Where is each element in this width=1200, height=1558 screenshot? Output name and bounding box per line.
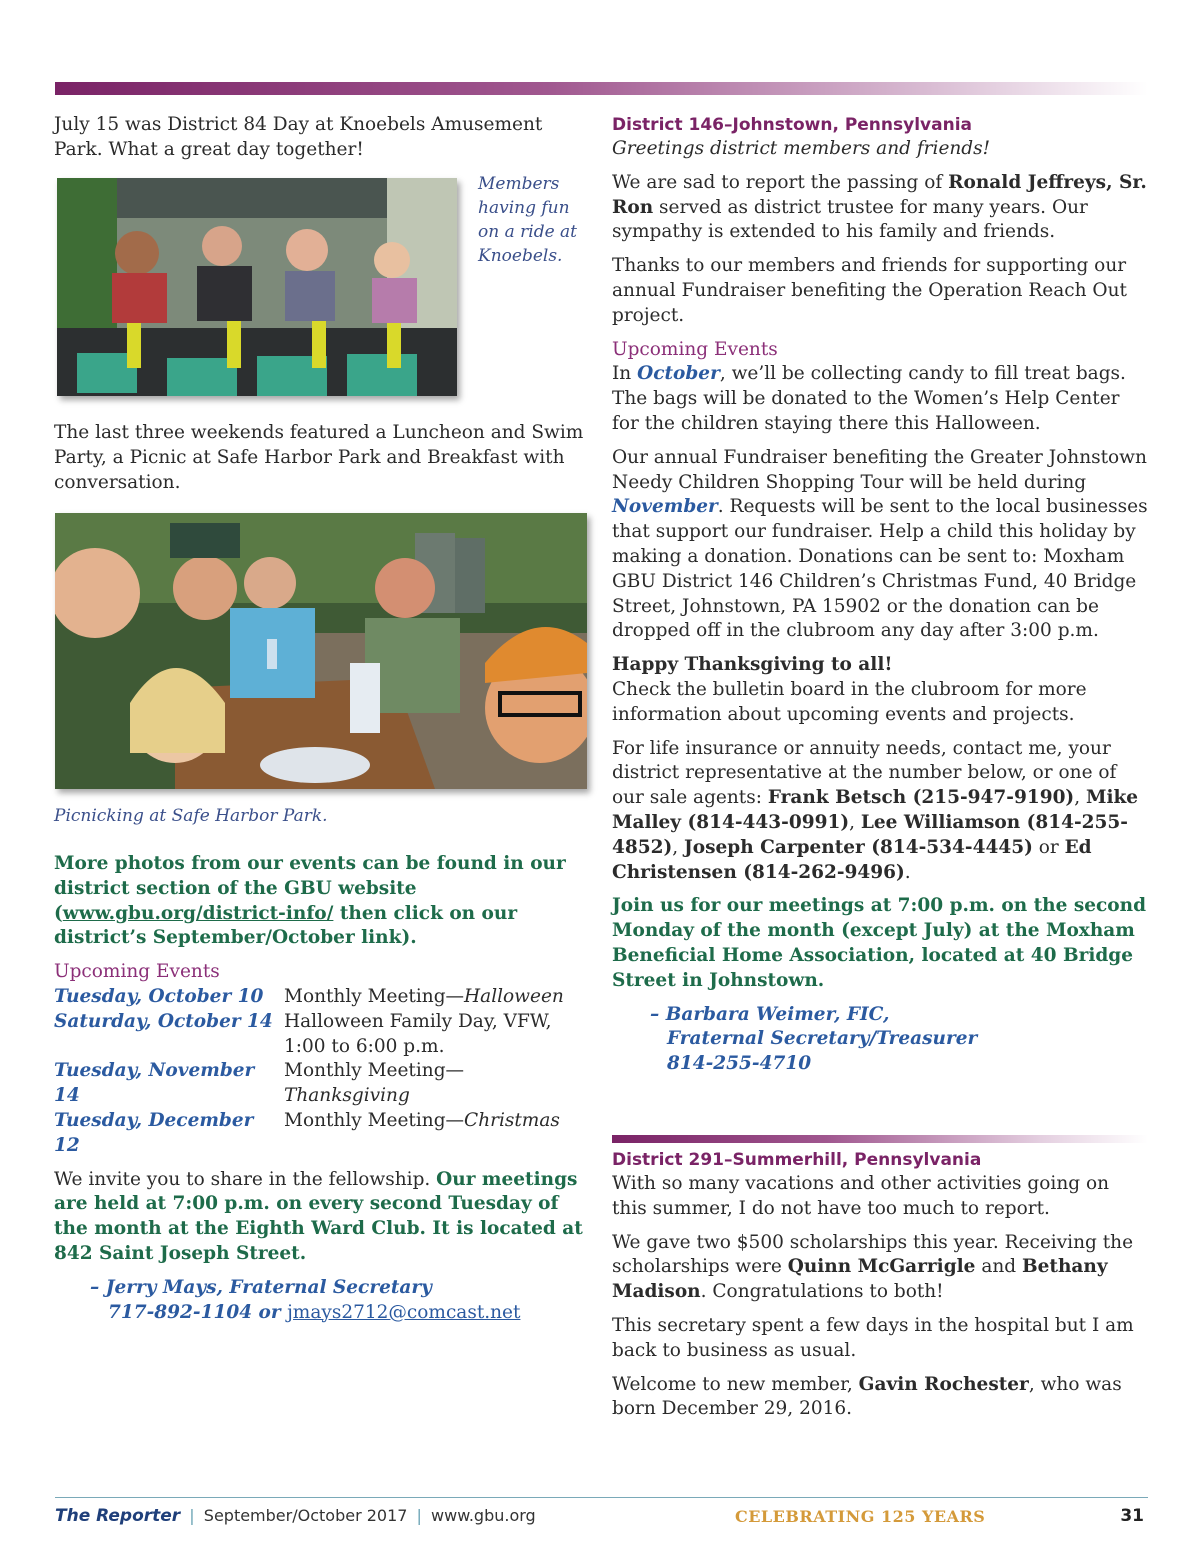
picnic-photo bbox=[55, 513, 587, 789]
signature-contact: 717-892-1104 or jmays2712@comcast.net bbox=[108, 1301, 521, 1323]
district-146-heading: District 146–Johnstown, Pennsylvania bbox=[612, 115, 972, 135]
d291-paragraph-2: We gave two $500 scholarships this year. Receiving the scholarships were Quinn McGarrigle and Bethany Madison. Congratulations to both! bbox=[612, 1231, 1134, 1303]
left-signature bbox=[54, 1276, 584, 1326]
d146-signature-phone: 814-255-4710 bbox=[667, 1053, 812, 1075]
footer-divider bbox=[55, 1497, 1148, 1498]
d146-signature-name: – Barbara Weimer, FIC, bbox=[650, 1003, 890, 1025]
event-desc: Monthly Meeting—Halloween bbox=[284, 985, 564, 1007]
event-date: Saturday, October 14 bbox=[54, 1010, 273, 1032]
event-desc: Halloween Family Day, VFW, 1:00 to 6:00 p.m. bbox=[284, 1010, 552, 1057]
footer-issue: September/October 2017 bbox=[203, 1506, 408, 1525]
weekends-paragraph: The last three weekends featured a Luncheon and Swim Party, a Picnic at Safe Harbor Park and Breakfast with conversation. bbox=[54, 422, 584, 493]
left-column bbox=[54, 113, 584, 172]
events-table bbox=[54, 985, 584, 1159]
d146-paragraph-5: Happy Thanksgiving to all! Check the bulletin board in the clubroom for more information about upcoming events and projects. bbox=[612, 654, 1087, 725]
email-link[interactable]: jmays2712@comcast.net bbox=[287, 1301, 521, 1323]
d291-paragraph-3: This secretary spent a few days in the hospital but I am back to business as usual. bbox=[612, 1314, 1134, 1361]
more-photos-text-2: then click on our district’s September/October link). bbox=[54, 902, 518, 949]
event-date: Tuesday, November 14 bbox=[54, 1060, 255, 1107]
page-footer bbox=[55, 1506, 1148, 1532]
d146-signature bbox=[612, 1003, 1148, 1077]
footer-celebrating: CELEBRATING 125 YEARS bbox=[735, 1507, 986, 1526]
footer-separator: | bbox=[416, 1506, 422, 1525]
d146-signature-title: Fraternal Secretary/Treasurer bbox=[667, 1028, 978, 1050]
d291-paragraph-1: With so many vacations and other activities going on this summer, I do not have too much to report. bbox=[612, 1173, 1110, 1219]
page-number: 31 bbox=[1120, 1506, 1144, 1526]
district-291-heading: District 291–Summerhill, Pennsylvania bbox=[612, 1150, 982, 1170]
d146-paragraph-4: Our annual Fundraiser benefiting the Greater Johnstown Needy Children Shopping Tour will be held during November. Requests will be sent to the local businesses that support our fundraiser. Help a child this holiday by making a donation. Donations can be sent to: Moxham GBU District 146 Children’s Christmas Fund, 40 Bridge Street, Johnstown, PA 15902 or the donation can be dropped off in the clubroom any day after 3:00 p.m. bbox=[612, 446, 1148, 642]
d146-paragraph-3: In October, we’ll be collecting candy to fill treat bags. The bags will be donated to the Women’s Help Center for the children staying there this Halloween. bbox=[612, 363, 1126, 434]
event-date: Tuesday, October 10 bbox=[54, 985, 264, 1007]
signature-name: – Jerry Mays, Fraternal Secretary bbox=[90, 1276, 432, 1298]
photo2-caption: Picnicking at Safe Harbor Park. bbox=[54, 806, 328, 826]
more-photos-text-1: More photos from our events can be found in our district section of the GBU website ( bbox=[54, 853, 566, 924]
roller-coaster-photo bbox=[57, 178, 457, 396]
event-row bbox=[54, 1010, 584, 1060]
weekends-block bbox=[54, 421, 584, 504]
d146-paragraph-1: We are sad to report the passing of Ronald Jeffreys, Sr. Ron served as district trustee for many years. Our sympathy is extended to his family and friends. bbox=[612, 171, 1147, 243]
photo1-caption: Members having fun on a ride at Knoebels. bbox=[478, 174, 578, 266]
right-column bbox=[612, 113, 1148, 1077]
d146-paragraph-6: For life insurance or annuity needs, contact me, your district representative at the number below, or one of our sale agents: Frank Betsch (215-947-9190), Mike Malley (814-443-0991), Lee Williamson (814-255-4852), Joseph Carpenter (814-534-4445) or Ed Christensen (814-262-9496). bbox=[612, 737, 1139, 883]
thanksgiving-greeting: Happy Thanksgiving to all! bbox=[612, 654, 893, 676]
event-desc: Monthly Meeting— Thanksgiving bbox=[284, 1060, 465, 1107]
event-row bbox=[54, 1059, 584, 1109]
footer-site-link[interactable]: www.gbu.org bbox=[431, 1506, 536, 1525]
left-upcoming-heading: Upcoming Events bbox=[54, 961, 220, 983]
top-decorative-bar bbox=[55, 82, 1148, 95]
district84-intro: July 15 was District 84 Day at Knoebels Amusement Park. What a great day together! bbox=[54, 114, 543, 160]
district-291-block bbox=[612, 1148, 1148, 1431]
gbu-district-link[interactable]: www.gbu.org/district-info/ bbox=[62, 902, 334, 924]
event-row bbox=[54, 1109, 584, 1159]
d146-paragraph-2: Thanks to our members and friends for supporting our annual Fundraiser benefiting the Operation Reach Out project. bbox=[612, 255, 1127, 326]
d291-paragraph-4: Welcome to new member, Gavin Rochester, who was born December 29, 2016. bbox=[612, 1373, 1122, 1420]
invite-paragraph: We invite you to share in the fellowship. Our meetings are held at 7:00 p.m. on every second Tuesday of the month at the Eighth Ward Club. It is located at 842 Saint Joseph Street. bbox=[54, 1168, 583, 1264]
more-photos-paragraph bbox=[54, 852, 584, 951]
d146-join-paragraph: Join us for our meetings at 7:00 p.m. on the second Monday of the month (except July) at the Moxham Beneficial Home Association, located at 40 Bridge Street in Johnstown. bbox=[612, 895, 1147, 991]
district-divider-bar bbox=[612, 1135, 1148, 1143]
district-146-greeting: Greetings district members and friends! bbox=[612, 138, 991, 159]
left-lower-block bbox=[54, 852, 584, 1325]
event-desc: Monthly Meeting—Christmas bbox=[284, 1109, 560, 1131]
footer-separator: | bbox=[189, 1506, 195, 1525]
event-row bbox=[54, 985, 584, 1010]
d146-upcoming-heading: Upcoming Events bbox=[612, 338, 778, 360]
event-date: Tuesday, December 12 bbox=[54, 1109, 254, 1156]
footer-brand: The Reporter bbox=[55, 1506, 181, 1526]
